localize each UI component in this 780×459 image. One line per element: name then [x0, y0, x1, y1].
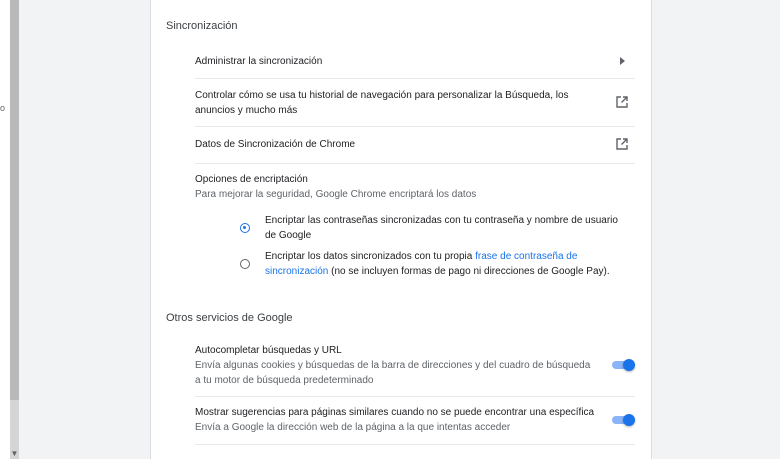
- open-in-new-icon: [615, 137, 629, 151]
- autocomplete-row[interactable]: [195, 335, 635, 397]
- chrome-sync-data-row[interactable]: [195, 127, 635, 164]
- sync-section-title: Sincronización: [166, 20, 238, 32]
- autocomplete-title: Autocompletar búsquedas y URL: [195, 345, 342, 356]
- open-in-new-icon: [615, 95, 629, 109]
- encryption-google-label[interactable]: Encriptar las contraseñas sincronizadas con tu contraseña y nombre de usuario de Google: [265, 215, 618, 241]
- left-panel-glyph: o: [0, 103, 6, 113]
- left-scrollbar-thumb[interactable]: [10, 0, 19, 400]
- settings-page: [150, 0, 652, 459]
- encryption-passphrase-radio[interactable]: [240, 259, 250, 269]
- autocomplete-desc: Envía algunas cookies y búsquedas de la barra de direcciones y del cuadro de búsqueda a tu motor de búsqueda predeterminado: [195, 360, 591, 386]
- history-control-label: Controlar cómo se usa tu historial de navegación para personalizar la Búsqueda, los anuncios y mucho más: [195, 90, 569, 116]
- encryption-subtitle: Para mejorar la seguridad, Google Chrome encriptará los datos: [195, 189, 477, 200]
- chrome-sync-data-label: Datos de Sincronización de Chrome: [195, 139, 356, 150]
- encryption-passphrase-suffix: (no se incluyen formas de pago ni direcciones de Google Pay).: [328, 266, 610, 277]
- toggle-knob: [623, 414, 635, 426]
- encryption-title: Opciones de encriptación: [195, 174, 308, 185]
- similar-pages-desc: Envía a Google la dirección web de la página a la que intentas acceder: [195, 422, 511, 433]
- manage-sync-row[interactable]: [195, 42, 635, 79]
- similar-pages-title: Mostrar sugerencias para páginas similares cuando no se puede encontrar una específica: [195, 407, 595, 418]
- history-control-row[interactable]: [195, 79, 635, 127]
- manage-sync-label: Administrar la sincronización: [195, 56, 323, 67]
- encryption-passphrase-prefix: Encriptar los datos sincronizados con tu propia: [265, 251, 476, 262]
- toggle-knob: [623, 359, 635, 371]
- other-services-title: Otros servicios de Google: [166, 312, 293, 324]
- scroll-down-arrow-icon[interactable]: ▼: [10, 449, 19, 458]
- chevron-right-icon: [615, 54, 629, 68]
- encryption-passphrase-label[interactable]: [265, 249, 625, 279]
- encryption-google-radio[interactable]: [240, 223, 250, 233]
- similar-pages-toggle[interactable]: [611, 413, 635, 427]
- autocomplete-toggle[interactable]: [611, 358, 635, 372]
- similar-pages-row[interactable]: [195, 397, 635, 445]
- passphrase-link[interactable]: frase de contraseña de sincronización: [265, 251, 578, 277]
